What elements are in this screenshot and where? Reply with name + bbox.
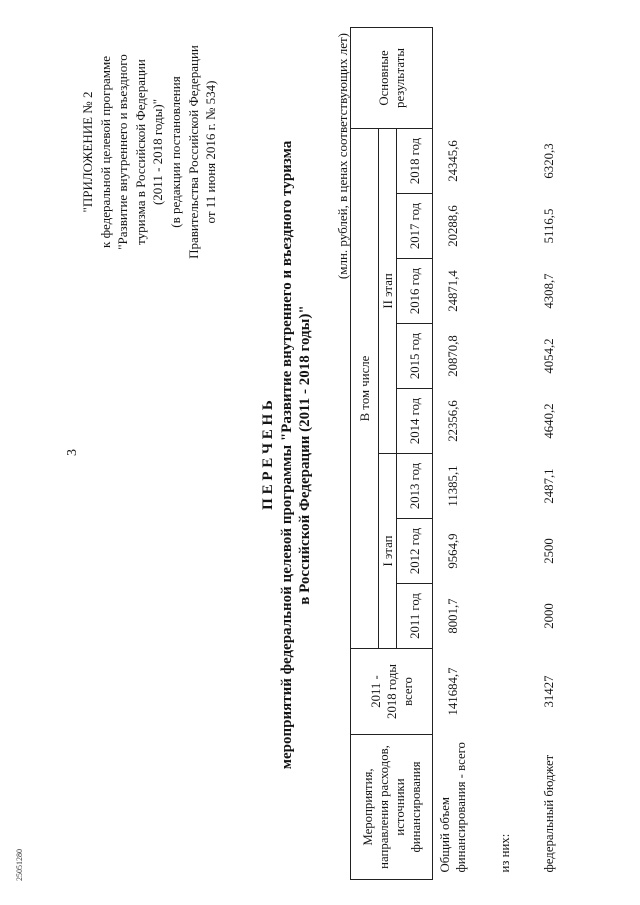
row-label: федеральный бюджет [541, 754, 556, 873]
year-value-cell: 4308,7 [541, 273, 556, 309]
empty-cell [473, 259, 537, 324]
document-title-line-2: в Российской Федерации (2011 - 2018 годы)" [297, 305, 313, 605]
table-row-federal-budget [537, 27, 561, 879]
year-value-cell: 8001,7 [445, 598, 460, 634]
year-value-cell: 2500 [541, 538, 556, 564]
header-including: В том числе [351, 128, 379, 648]
document-code: 25051280 [15, 849, 24, 881]
header-row [351, 27, 379, 879]
table-body [433, 27, 561, 879]
empty-cell [473, 519, 537, 584]
year-value-cell: 22356,6 [445, 400, 460, 442]
header-year: 2015 год [397, 324, 433, 389]
empty-cell [473, 27, 537, 128]
header-results: Основные результаты [351, 27, 433, 128]
empty-cell [473, 389, 537, 454]
appendix-line: (в редакции постановления [167, 76, 183, 228]
header-stage-2: II этап [379, 128, 397, 453]
appendix-line: к федеральной целевой программе [97, 56, 113, 248]
header-total: 2011 - 2018 годы всего [351, 649, 433, 735]
appendix-header [79, 39, 220, 265]
year-value-cell: 4640,2 [541, 403, 556, 439]
units-note: (млн. рублей, в ценах соответствующих лет) [335, 33, 350, 280]
year-value-cell: 9564,9 [445, 533, 460, 569]
results-cell [433, 27, 473, 128]
row-label: Общий объем финансирования - всего [437, 742, 468, 873]
header-measures: Мероприятия, направления расходов, источники финансирования [351, 735, 433, 880]
appendix-line: (2011 - 2018 годы)" [150, 98, 166, 206]
appendix-line: Правительства Российской Федерации [185, 45, 201, 259]
year-value-cell: 11385,1 [445, 465, 460, 507]
total-cell: 31427 [541, 675, 556, 708]
total-cell: 141684,7 [445, 667, 460, 716]
header-year: 2018 год [397, 128, 433, 193]
year-value-cell: 24345,6 [445, 140, 460, 182]
financing-table [350, 27, 561, 880]
empty-cell [473, 649, 537, 735]
header-year: 2014 год [397, 389, 433, 454]
header-year: 2016 год [397, 259, 433, 324]
header-year: 2012 год [397, 519, 433, 584]
appendix-line: "ПРИЛОЖЕНИЕ № 2 [80, 91, 95, 213]
empty-cell [473, 194, 537, 259]
year-value-cell: 4054,2 [541, 338, 556, 374]
appendix-line: туризма в Российской Федерации [132, 59, 148, 245]
table-header [351, 27, 433, 879]
year-value-cell: 5116,5 [541, 208, 556, 244]
page-number: 3 [65, 449, 80, 456]
header-year: 2013 год [397, 454, 433, 519]
year-value-cell: 24871,4 [445, 270, 460, 312]
year-value-cell: 6320,3 [541, 143, 556, 179]
header-year: 2011 год [397, 584, 433, 649]
table-row-total-financing [433, 27, 473, 879]
empty-cell [473, 454, 537, 519]
table-row-of-which [473, 27, 537, 879]
header-stage-1: I этап [379, 454, 397, 649]
empty-cell [473, 584, 537, 649]
results-cell [537, 27, 561, 128]
year-value-cell: 20870,8 [445, 335, 460, 377]
header-year: 2017 год [397, 194, 433, 259]
document-title-line-1: мероприятий федеральной целевой программы "Развитие внутреннего и въездного туризма [279, 140, 295, 770]
year-value-cell: 2000 [541, 603, 556, 629]
empty-cell [473, 324, 537, 389]
document-heading: П Е Р Е Ч Е Н Ь [260, 400, 276, 510]
empty-cell [473, 128, 537, 193]
year-value-cell: 20288,6 [445, 205, 460, 247]
appendix-line: "Развитие внутреннего и въездного [115, 54, 131, 250]
year-value-cell: 2487,1 [541, 468, 556, 504]
row-label: из них: [497, 833, 512, 873]
appendix-line: от 11 июня 2016 г. № 534) [203, 80, 219, 224]
